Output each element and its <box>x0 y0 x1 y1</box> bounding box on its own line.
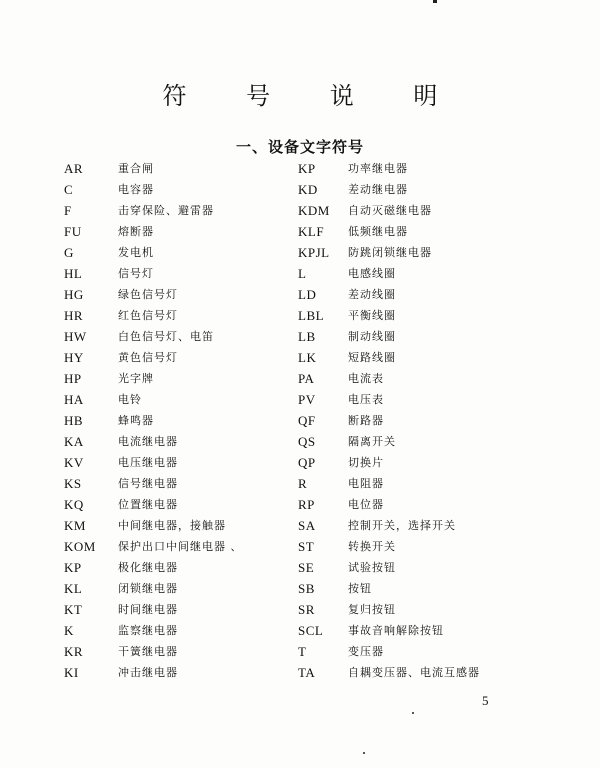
symbol-code: LB <box>298 329 316 344</box>
symbol-description: 变压器 <box>348 645 384 658</box>
symbol-code: QP <box>298 455 316 470</box>
symbol-description: 电压表 <box>348 393 384 406</box>
symbol-code: ST <box>298 539 315 554</box>
page-number: 5 <box>482 693 489 708</box>
symbol-code: TA <box>298 665 316 680</box>
symbol-code: HB <box>64 413 84 428</box>
symbol-description: 电感线圈 <box>348 267 396 280</box>
symbol-description: 断路器 <box>348 414 384 427</box>
symbol-code: T <box>298 644 307 659</box>
symbol-description: 自动灭磁继电器 <box>348 204 432 217</box>
symbol-code: KDM <box>298 203 330 218</box>
symbol-description: 击穿保险、避雷器 <box>118 204 214 217</box>
symbol-description: 电铃 <box>118 393 142 406</box>
symbol-code: PA <box>298 371 315 386</box>
symbol-description: 电容器 <box>118 183 154 196</box>
symbol-code: HA <box>64 392 84 407</box>
symbol-code: HW <box>64 329 87 344</box>
symbol-description: 按钮 <box>348 582 372 595</box>
symbol-description: 信号继电器 <box>118 477 178 490</box>
symbol-description: 光字牌 <box>118 372 154 385</box>
symbol-code: SE <box>298 560 315 575</box>
symbol-code: KI <box>64 665 79 680</box>
symbol-code: KD <box>298 182 318 197</box>
scan-mark <box>433 0 437 3</box>
symbol-code: AR <box>64 161 84 176</box>
symbol-code: HG <box>64 287 84 302</box>
symbol-description: 电压继电器 <box>118 456 178 469</box>
symbol-code: KP <box>298 161 316 176</box>
symbol-description: 发电机 <box>118 246 154 259</box>
symbol-code: FU <box>64 224 82 239</box>
symbol-description: 转换开关 <box>348 540 396 553</box>
symbol-description: 差动线圈 <box>348 288 396 301</box>
symbol-description: 低频继电器 <box>348 225 408 238</box>
symbol-description: 电位器 <box>348 498 384 511</box>
symbol-code: KQ <box>64 497 84 512</box>
symbol-description: 重合闸 <box>118 162 154 175</box>
symbol-code: K <box>64 623 74 638</box>
symbol-description: 熔断器 <box>118 225 154 238</box>
symbol-description: 电流继电器 <box>118 435 178 448</box>
symbol-description: 制动线圈 <box>348 330 396 343</box>
symbol-code: KP <box>64 560 82 575</box>
symbol-description: 绿色信号灯 <box>118 288 178 301</box>
symbol-description: 冲击继电器 <box>118 666 178 679</box>
symbol-code: G <box>64 245 74 260</box>
symbol-description: 保护出口中间继电器 、 <box>118 540 243 553</box>
symbol-code: KT <box>64 602 83 617</box>
symbol-code: RP <box>298 497 315 512</box>
symbol-description: 切换片 <box>348 456 384 469</box>
symbol-code: KM <box>64 518 86 533</box>
symbol-description: 控制开关，选择开关 <box>348 519 456 532</box>
symbol-code: HL <box>64 266 83 281</box>
symbol-description: 电阻器 <box>348 477 384 490</box>
scan-speck <box>363 752 365 754</box>
symbol-description: 干簧继电器 <box>118 645 178 658</box>
symbol-code: HY <box>64 350 84 365</box>
section-heading: 一、设备文字符号 <box>235 138 364 157</box>
symbol-code: KR <box>64 644 84 659</box>
symbol-description: 试验按钮 <box>348 561 396 574</box>
scan-speck <box>412 712 414 714</box>
symbol-description: 黄色信号灯 <box>118 351 178 364</box>
symbol-code: KPJL <box>298 245 330 260</box>
symbol-code: R <box>298 476 308 491</box>
symbol-description: 事故音响解除按钮 <box>348 624 444 637</box>
symbol-description: 自耦变压器、电流互感器 <box>348 666 480 679</box>
symbol-code: SB <box>298 581 315 596</box>
symbol-description: 监察继电器 <box>118 624 178 637</box>
symbol-description: 位置继电器 <box>118 498 178 511</box>
symbol-code: HP <box>64 371 82 386</box>
symbol-description: 时间继电器 <box>118 603 178 616</box>
symbol-description: 闭锁继电器 <box>118 582 178 595</box>
symbol-code: SA <box>298 518 316 533</box>
symbol-code: PV <box>298 392 316 407</box>
symbol-code: C <box>64 182 74 197</box>
symbol-description: 平衡线圈 <box>348 309 396 322</box>
symbol-description: 极化继电器 <box>118 561 178 574</box>
symbol-code: KV <box>64 455 84 470</box>
symbol-code: QF <box>298 413 316 428</box>
symbol-code: F <box>64 203 72 218</box>
symbol-code: LBL <box>298 308 325 323</box>
symbol-description: 复归按钮 <box>348 603 396 616</box>
symbol-code: LD <box>298 287 317 302</box>
symbol-description: 差动继电器 <box>348 183 408 196</box>
symbol-description: 隔离开关 <box>348 435 396 448</box>
symbol-code: LK <box>298 350 317 365</box>
symbol-code: QS <box>298 434 316 449</box>
symbol-code: SCL <box>298 623 324 638</box>
symbol-code: HR <box>64 308 84 323</box>
symbol-code: KL <box>64 581 83 596</box>
page-title: 符 号 说 明 <box>162 82 464 111</box>
symbol-description: 电流表 <box>348 372 384 385</box>
symbol-description: 红色信号灯 <box>118 309 178 322</box>
symbol-description: 蜂鸣器 <box>118 414 154 427</box>
symbol-code: KA <box>64 434 84 449</box>
symbol-code: SR <box>298 602 315 617</box>
symbol-code: KLF <box>298 224 325 239</box>
symbol-description: 防跳闭锁继电器 <box>348 246 432 259</box>
symbol-description: 中间继电器，接触器 <box>118 519 226 532</box>
symbol-description: 白色信号灯、电笛 <box>118 330 214 343</box>
symbol-code: KS <box>64 476 82 491</box>
symbol-code: KOM <box>64 539 96 554</box>
symbol-description: 功率继电器 <box>348 162 408 175</box>
symbol-description: 信号灯 <box>118 267 154 280</box>
symbol-description: 短路线圈 <box>348 351 396 364</box>
symbol-code: L <box>298 266 307 281</box>
